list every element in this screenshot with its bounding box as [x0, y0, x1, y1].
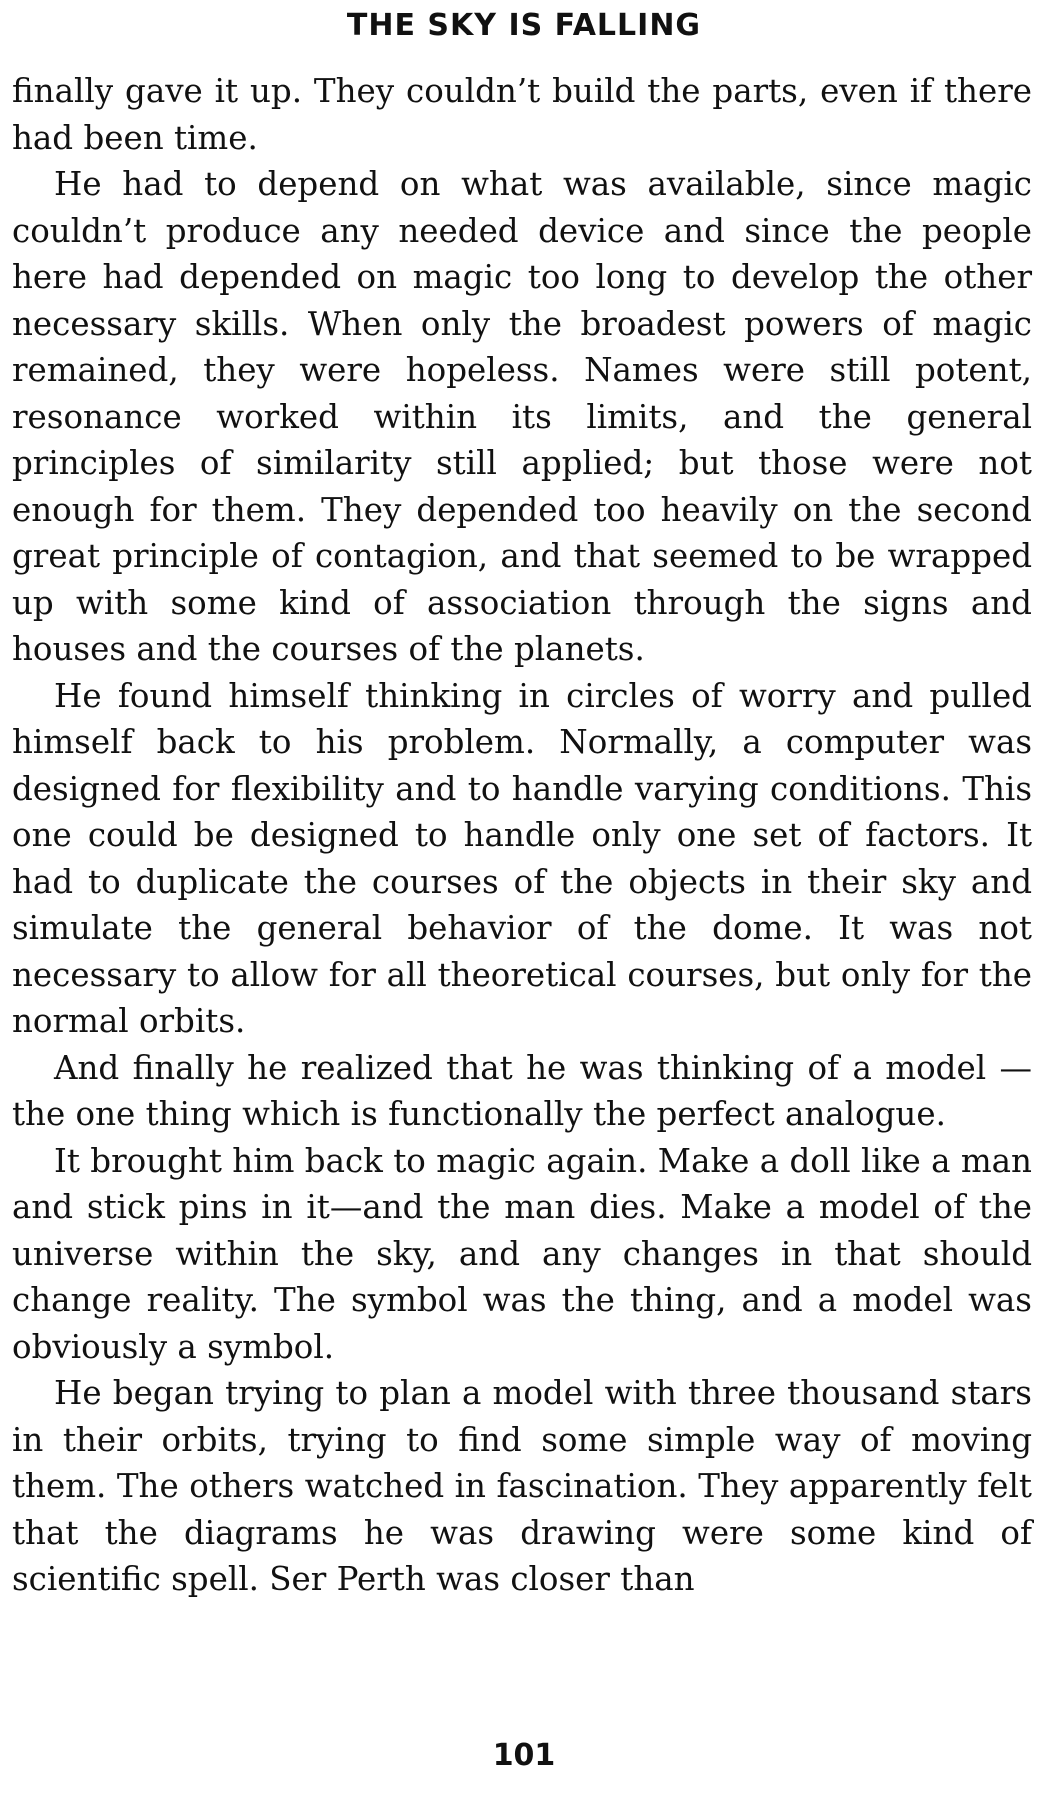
paragraph-continued: finally gave it up. They couldn’t build the parts, even if there had been time.: [12, 72, 1032, 157]
running-head: THE SKY IS FALLING: [346, 8, 702, 43]
paragraph: And finally he realized that he was thinking of a model —the one thing which is functionally the perfect analogue.: [12, 1048, 1032, 1133]
paragraph: He began trying to plan a model with three thousand stars in their orbits, trying to find some simple way of moving them. The others watched in fascination. They apparently felt that the diagrams he was drawing were some kind of scientific spell. Ser Perth was closer than: [12, 1374, 1032, 1598]
paragraph: He had to depend on what was available, since magic couldn’t produce any needed device and since the people here had depended on magic too long to develop the other necessary skills. When only the broadest powers of magic remained, they were hopeless. Names were still potent, resonance worked within its limits, and the general principles of similarity still applied; but those were not enough for them. They depended too heavily on the second great principle of contagion, and that seemed to be wrapped up with some kind of association through the signs and houses and the courses of the planets.: [12, 165, 1032, 668]
paragraph: He found himself thinking in circles of worry and pulled himself back to his problem. Normally, a computer was designed for flexibility and to handle varying conditions. This one could be designed to handle only one set of factors. It had to duplicate the courses of the objects in their sky and simulate the general behavior of the dome. It was not necessary to allow for all theoretical courses, but only for the normal orbits.: [12, 676, 1032, 1040]
paragraph: It brought him back to magic again. Make a doll like a man and stick pins in it—and the man dies. Make a model of the universe within the sky, and any changes in that should change reality. The symbol was the thing, and a model was obviously a symbol.: [12, 1141, 1032, 1366]
body-text: [12, 68, 1032, 1603]
page-number: 101: [492, 1738, 556, 1773]
